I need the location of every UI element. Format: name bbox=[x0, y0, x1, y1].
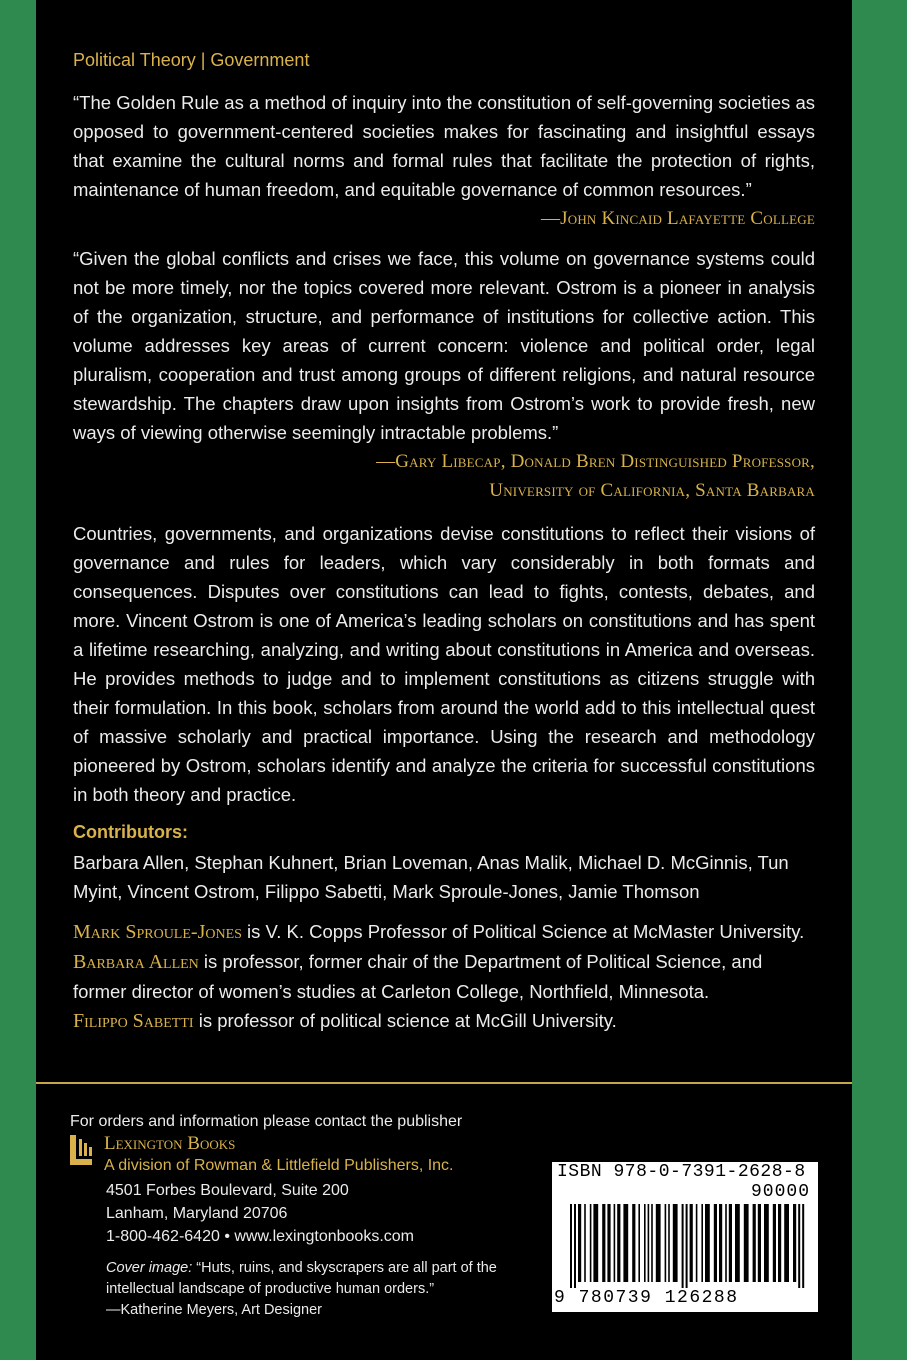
barcode-bar bbox=[607, 1204, 610, 1282]
ean-digits: 9 780739 126288 bbox=[554, 1288, 739, 1308]
cover-image-text: “Huts, ruins, and skyscrapers are all part of the intellectual landscape of productive human orders.” bbox=[106, 1260, 497, 1297]
barcode-bar bbox=[638, 1204, 640, 1282]
address-line-1: 4501 Forbes Boulevard, Suite 200 bbox=[106, 1182, 349, 1199]
cover-image-label: Cover image: bbox=[106, 1260, 193, 1276]
barcode-bar bbox=[668, 1204, 670, 1282]
barcode-bar bbox=[570, 1204, 572, 1288]
barcode-bar bbox=[735, 1204, 740, 1282]
barcode-bar bbox=[584, 1204, 586, 1282]
barcode-bar bbox=[648, 1204, 650, 1282]
category-label: Political Theory | Government bbox=[73, 50, 310, 70]
cover-image-designer: —Katherine Meyers, Art Designer bbox=[106, 1302, 322, 1318]
barcode-bar bbox=[764, 1204, 769, 1282]
bio-text: is professor of political science at McGill University. bbox=[193, 1010, 617, 1031]
bio-name: Barbara Allen bbox=[73, 951, 199, 973]
endorsement-quote-2 bbox=[73, 244, 815, 505]
cover-image-credit bbox=[106, 1258, 546, 1321]
barcode-bar bbox=[753, 1204, 756, 1282]
bio-item bbox=[73, 917, 815, 947]
quote-1-attribution: —John Kincaid Lafayette College bbox=[540, 208, 815, 229]
bio-name: Filippo Sabetti bbox=[73, 1010, 194, 1032]
barcode-bar bbox=[690, 1204, 693, 1282]
barcode-bar bbox=[778, 1204, 781, 1282]
barcode-bar bbox=[593, 1204, 598, 1282]
bio-item bbox=[73, 947, 815, 1006]
barcode-bar bbox=[798, 1204, 800, 1288]
barcode-bar bbox=[696, 1204, 698, 1282]
isbn-text: ISBN 978-0-7391-2628-8 bbox=[557, 1162, 806, 1182]
barcode-bar bbox=[602, 1204, 605, 1282]
quote-2-attribution-line1: —Gary Libecap, Donald Bren Distinguished Professor, bbox=[376, 451, 815, 472]
barcode-bar bbox=[701, 1204, 703, 1282]
barcode-bar bbox=[784, 1204, 789, 1282]
barcode-bars bbox=[556, 1204, 814, 1288]
barcode-bar bbox=[632, 1204, 635, 1282]
publisher-division: A division of Rowman & Littlefield Publishers, Inc. bbox=[104, 1157, 454, 1174]
barcode-bar bbox=[725, 1204, 727, 1282]
barcode-bar bbox=[574, 1204, 576, 1288]
contact-line: For orders and information please contact the publisher bbox=[70, 1113, 463, 1130]
barcode-bar bbox=[590, 1204, 592, 1282]
phone-and-website: 1-800-462-6420 • www.lexingtonbooks.com bbox=[106, 1228, 414, 1245]
quote-2-text: “Given the global conflicts and crises we face, this volume on governance systems could not be more timely, nor the topics covered more relevant. Ostrom is a pioneer in analysis of the organization, structure, and performance of institutions for collective action. This volume addresses key areas of current concern: violence and political order, legal pluralism, cooperation and trust among groups of different religions, and natural resource stewardship. The chapters draw upon insights from Ostrom’s work to provide fresh, new ways of viewing otherwise seemingly intractable problems.” bbox=[73, 248, 815, 443]
divider-rule bbox=[36, 1082, 852, 1084]
barcode-bar bbox=[729, 1204, 732, 1282]
endorsement-quote-1 bbox=[73, 88, 815, 233]
barcode-bar bbox=[773, 1204, 776, 1282]
bio-text: is professor, former chair of the Department of Political Science, and former director of women’s studies at Carleton College, Northfield, Minnesota. bbox=[73, 951, 763, 1002]
price-code: 90000 bbox=[750, 1182, 810, 1202]
barcode-bar bbox=[644, 1204, 646, 1282]
barcode-bar bbox=[656, 1204, 661, 1282]
publisher-name: Lexington Books bbox=[104, 1133, 236, 1154]
barcode-bar bbox=[651, 1204, 653, 1282]
barcode-bar bbox=[623, 1204, 628, 1282]
barcode-bar bbox=[719, 1204, 722, 1282]
quote-1-text: “The Golden Rule as a method of inquiry into the constitution of self-governing societies as opposed to government-centered societies makes for fascinating and insightful essays that examine the cultural norms and formal rules that facilitate the protection of rights, maintenance of human freedom, and equitable governance of common resources.” bbox=[73, 92, 815, 200]
book-description: Countries, governments, and organizations devise constitutions to reflect their visions of governance and rules for leaders, which vary considerably in both formats and consequences. Disputes over constitutions can lead to fights, contests, debates, and more. Vincent Ostrom is one of America’s leading scholars on constitutions and has spent a lifetime researching, analyzing, and writing about constitutions in America and overseas. He provides methods to judge and to implement constitutions as citizens struggle with their formulation. In this book, scholars from around the world add to this intellectual quest of massive scholarly and practical importance. Using the research and methodology pioneered by Ostrom, scholars identify and analyze the criteria for successful constitutions in both theory and practice. bbox=[73, 523, 815, 805]
barcode-bar bbox=[744, 1204, 749, 1282]
contributors-list: Barbara Allen, Stephan Kuhnert, Brian Loveman, Anas Malik, Michael D. McGinnis, Tun Myint, Vincent Ostrom, Filippo Sabetti, Mark Sproule-Jones, Jamie Thomson bbox=[73, 852, 789, 902]
barcode-bar bbox=[705, 1204, 710, 1282]
barcode-bar bbox=[617, 1204, 620, 1282]
quote-2-attribution-line2: University of California, Santa Barbara bbox=[489, 480, 815, 501]
barcode-bar bbox=[758, 1204, 761, 1282]
barcode-bar bbox=[714, 1204, 717, 1282]
barcode-bar bbox=[614, 1204, 616, 1282]
barcode-bar bbox=[673, 1204, 678, 1282]
barcode-bar bbox=[682, 1204, 684, 1288]
barcode-bar bbox=[578, 1204, 581, 1282]
publisher-logo-icon bbox=[70, 1135, 94, 1169]
barcode-bar bbox=[665, 1204, 667, 1282]
address-line-2: Lanham, Maryland 20706 bbox=[106, 1205, 288, 1222]
back-cover bbox=[36, 0, 852, 1360]
contributors-heading: Contributors: bbox=[73, 822, 188, 842]
barcode-bar bbox=[793, 1204, 796, 1282]
barcode-bar bbox=[802, 1204, 804, 1288]
author-bios bbox=[73, 917, 815, 1036]
bio-name: Mark Sproule-Jones bbox=[73, 921, 242, 943]
bio-text: is V. K. Copps Professor of Political Science at McMaster University. bbox=[241, 921, 805, 942]
isbn-barcode bbox=[552, 1162, 818, 1312]
publisher-logo-row bbox=[70, 1133, 550, 1179]
barcode-bar bbox=[686, 1204, 688, 1288]
bio-item bbox=[73, 1006, 815, 1036]
publisher-info bbox=[70, 1110, 550, 1248]
